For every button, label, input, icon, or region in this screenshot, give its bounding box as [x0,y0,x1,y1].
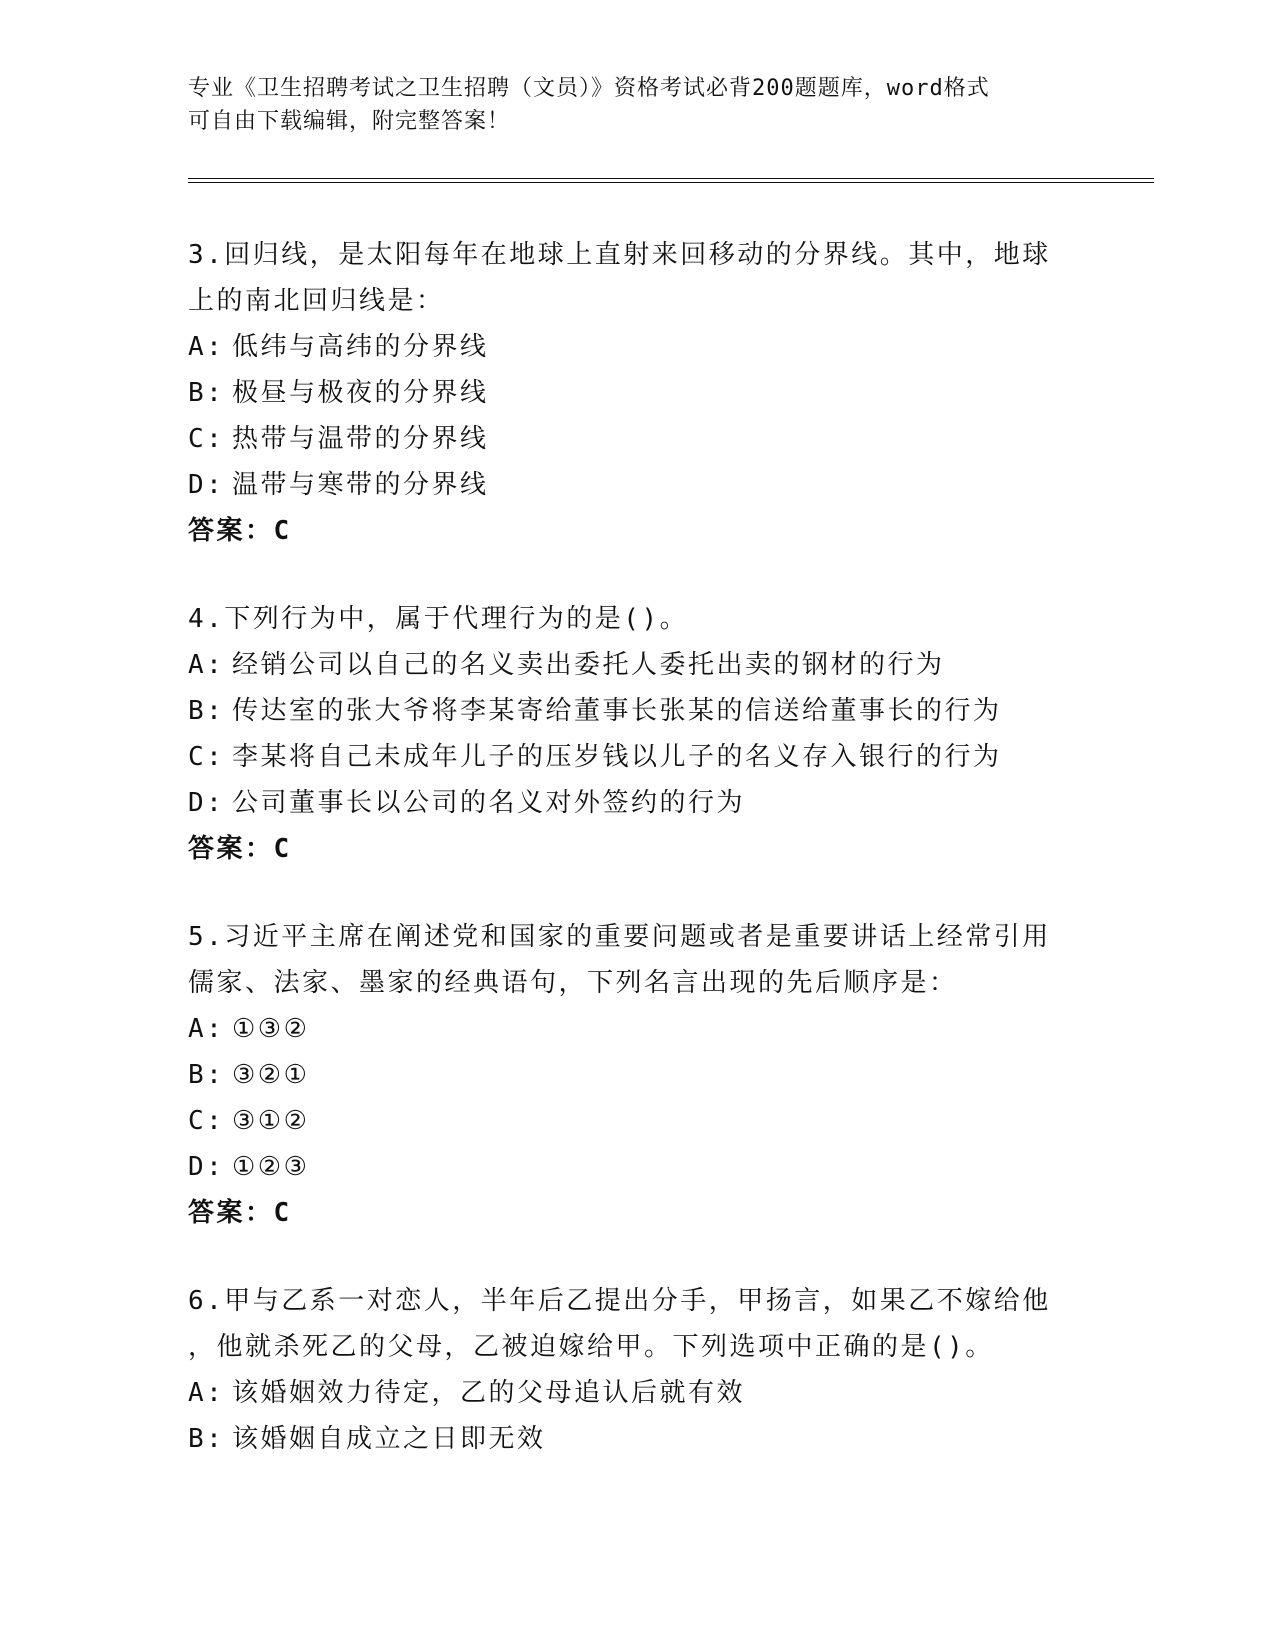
option-c [188,1098,1068,1144]
option-text: ③②① [232,1060,310,1090]
header-divider-top [188,178,1154,179]
question-4 [188,596,1068,872]
option-c [188,734,1068,780]
option-text: 公司董事长以公司的名义对外签约的行为 [232,788,746,818]
question-3 [188,232,1068,554]
header-divider-bottom [188,182,1154,183]
option-a [188,1370,1068,1416]
option-text: 传达室的张大爷将李某寄给董事长张某的信送给董事长的行为 [232,696,1002,726]
answer-label: 答案：C [188,834,292,864]
option-text: 该婚姻自成立之日即无效 [232,1424,546,1454]
option-key: C: [188,424,225,454]
option-b [188,688,1068,734]
option-key: D: [188,788,225,818]
header-line-2: 可自由下载编辑，附完整答案！ [188,109,511,134]
question-stem [188,596,1068,642]
option-key: A: [188,650,225,680]
option-key: C: [188,742,225,772]
answer-label: 答案：C [188,1198,292,1228]
option-b [188,1052,1068,1098]
option-a [188,642,1068,688]
option-text: ①②③ [232,1152,310,1182]
question-stem [188,1278,1068,1370]
question-list [188,232,1068,1504]
option-b [188,1416,1068,1462]
option-text: 热带与温带的分界线 [232,424,489,454]
option-d [188,1144,1068,1190]
answer-label: 答案：C [188,516,292,546]
option-text: ③①② [232,1106,310,1136]
option-key: A: [188,1014,225,1044]
option-c [188,416,1068,462]
option-b [188,370,1068,416]
stem-line: 上的南北回归线是： [188,286,445,316]
option-text: 该婚姻效力待定，乙的父母追认后就有效 [232,1378,746,1408]
option-key: A: [188,332,225,362]
document-header [188,72,1068,138]
option-key: D: [188,1152,225,1182]
option-key: D: [188,470,225,500]
option-key: B: [188,378,225,408]
option-key: C: [188,1106,225,1136]
option-text: 温带与寒带的分界线 [232,470,489,500]
option-text: ①③② [232,1014,310,1044]
stem-line: 儒家、法家、墨家的经典语句，下列名言出现的先后顺序是： [188,968,958,998]
option-text: 极昼与极夜的分界线 [232,378,489,408]
header-line-1: 专业《卫生招聘考试之卫生招聘（文员）》资格考试必背200题题库，word格式 [188,76,990,101]
option-a [188,1006,1068,1052]
stem-line: 3.回归线，是太阳每年在地球上直射来回移动的分界线。其中，地球 [188,240,1051,270]
option-key: B: [188,1060,225,1090]
stem-line: 4.下列行为中，属于代理行为的是()。 [188,604,689,634]
stem-line: ，他就杀死乙的父母，乙被迫嫁给甲。下列选项中正确的是()。 [188,1332,994,1362]
option-key: A: [188,1378,225,1408]
option-text: 李某将自己未成年儿子的压岁钱以儿子的名义存入银行的行为 [232,742,1002,772]
question-stem [188,232,1068,324]
question-6 [188,1278,1068,1462]
option-a [188,324,1068,370]
option-text: 经销公司以自己的名义卖出委托人委托出卖的钢材的行为 [232,650,945,680]
question-stem [188,914,1068,1006]
option-d [188,462,1068,508]
question-5 [188,914,1068,1236]
option-text: 低纬与高纬的分界线 [232,332,489,362]
stem-line: 6.甲与乙系一对恋人，半年后乙提出分手，甲扬言，如果乙不嫁给他 [188,1286,1051,1316]
option-d [188,780,1068,826]
stem-line: 5.习近平主席在阐述党和国家的重要问题或者是重要讲话上经常引用 [188,922,1051,952]
option-key: B: [188,696,225,726]
option-key: B: [188,1424,225,1454]
